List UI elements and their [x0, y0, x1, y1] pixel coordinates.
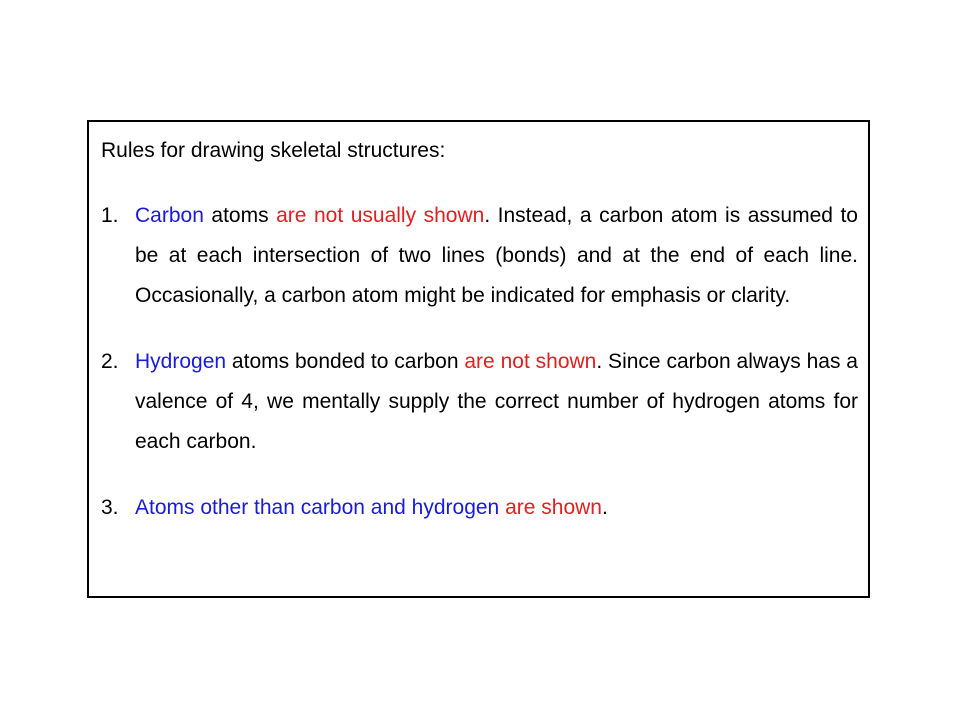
rule-emphasis: are not usually shown [276, 204, 485, 227]
rule-item-3 [101, 488, 858, 528]
rule-text-segment: . Since carbon always has a valence of 4, we mentally supply the correct number of hydrogen atoms for each carbon. [135, 350, 858, 453]
rule-list [101, 196, 858, 528]
rules-box [87, 120, 870, 598]
rule-number: 2. [101, 350, 119, 373]
rule-number: 1. [101, 204, 119, 227]
rule-item-1 [101, 196, 858, 316]
rule-text-segment: . [601, 496, 608, 519]
rule-keyword: Hydrogen [135, 350, 227, 373]
rule-text [135, 488, 858, 528]
rule-text-segment: atoms bonded to carbon [226, 350, 465, 373]
rules-heading: Rules for drawing skeletal structures: [101, 139, 446, 162]
rule-emphasis: are shown [505, 496, 602, 519]
rule-number: 3. [101, 496, 119, 519]
rule-keyword: Atoms other than carbon and hydrogen [135, 496, 500, 519]
rule-keyword: Carbon [135, 204, 204, 227]
rule-text-segment: atoms [203, 204, 277, 227]
rule-text-segment: . Instead, a carbon atom is assumed to be at each intersection of two lines (bonds) and at the end of each line. Occasionally, a carbon atom might be indicated for emphasis or clarity. [135, 204, 858, 307]
rule-text [135, 342, 858, 462]
rule-emphasis: are not shown [464, 350, 597, 373]
rule-item-2 [101, 342, 858, 462]
rule-text [135, 196, 858, 316]
